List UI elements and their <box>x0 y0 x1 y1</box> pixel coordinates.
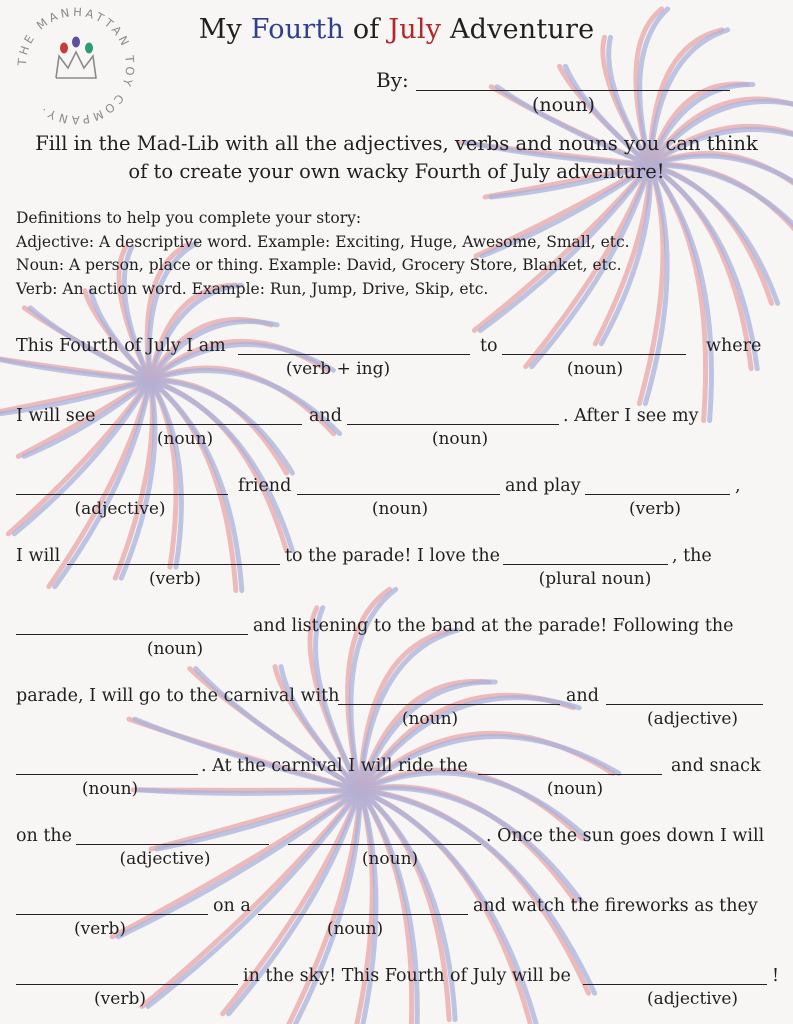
hint: (noun) <box>401 709 459 729</box>
story-text: parade, I will go to the carnival with <box>16 686 340 706</box>
hint: (plural noun) <box>538 569 652 589</box>
hint: (noun) <box>431 429 489 449</box>
story-text: on the <box>16 826 73 846</box>
blank-verb-ing[interactable] <box>238 354 470 355</box>
story-text: . At the carnival I will ride the <box>201 756 468 776</box>
byline-label: By: <box>376 68 409 92</box>
page-title: My Fourth of July Adventure <box>198 14 595 45</box>
byline-hint: (noun) <box>532 94 595 116</box>
svg-text:THE MANHATTAN TOY COMPANY·: THE MANHATTAN TOY COMPANY· <box>14 4 138 128</box>
blank-adjective[interactable] <box>583 984 767 985</box>
hint: (noun) <box>566 359 624 379</box>
story-text: , <box>735 476 741 496</box>
story-text: to the parade! I love the <box>285 546 501 566</box>
hint: (adjective) <box>74 499 166 519</box>
hint: (adjective) <box>646 709 739 729</box>
story-text: ! <box>772 966 780 986</box>
blank-adjective[interactable] <box>16 494 228 495</box>
blank-noun[interactable] <box>288 844 481 845</box>
hint: (verb) <box>74 919 126 939</box>
hint: (noun) <box>156 429 214 449</box>
hint: (noun) <box>81 779 139 799</box>
blank-noun[interactable] <box>16 774 198 775</box>
story-text: in the sky! This Fourth of July will be <box>243 966 571 986</box>
story-text: and <box>566 686 599 706</box>
hint: (noun) <box>326 919 384 939</box>
blank-adjective[interactable] <box>76 844 269 845</box>
story-text: and watch the fireworks as they <box>473 896 758 916</box>
hint: (verb + ing) <box>285 359 391 379</box>
blank-noun[interactable] <box>16 634 248 635</box>
hint: (verb) <box>629 499 681 519</box>
hint: (adjective) <box>646 989 739 1009</box>
instructions: Fill in the Mad-Lib with all the adjectives, verbs and nouns you can think of to create your own wacky Fourth of July adventure! <box>35 132 758 183</box>
blank-noun[interactable] <box>502 354 686 355</box>
definitions: Definitions to help you complete your story: Adjective: A descriptive word. Example: Exciting, Huge, Awesome, Small, etc. Noun: A person, place or thing. Example: David, Grocery Store, Blanket, etc. Verb: An action word. Example: Run, Jump, Drive, Skip, etc. <box>16 209 630 298</box>
story-text: I will see <box>16 406 96 426</box>
blank-plural-noun[interactable] <box>503 564 668 565</box>
blank-adjective[interactable] <box>606 704 763 705</box>
story-text: to <box>480 336 498 356</box>
blank-noun[interactable] <box>100 424 302 425</box>
hint: (verb) <box>94 989 146 1009</box>
story-text: and snack <box>671 756 761 776</box>
blank-noun[interactable] <box>258 914 468 915</box>
hint: (noun) <box>361 849 419 869</box>
story-text: friend <box>238 476 292 496</box>
hint: (noun) <box>546 779 604 799</box>
story-text: and play <box>505 476 581 496</box>
blank-verb[interactable] <box>16 914 208 915</box>
hint: (verb) <box>149 569 201 589</box>
byline-blank[interactable] <box>416 90 730 91</box>
hint: (noun) <box>146 639 204 659</box>
story-text: This Fourth of July I am <box>16 336 226 356</box>
blank-noun[interactable] <box>347 424 559 425</box>
blank-noun[interactable] <box>478 774 662 775</box>
blank-noun[interactable] <box>297 494 500 495</box>
story-text: and listening to the band at the parade! Following the <box>253 616 734 636</box>
blank-verb[interactable] <box>67 564 280 565</box>
hint: (noun) <box>371 499 429 519</box>
story-text: and <box>309 406 342 426</box>
story-text: . After I see my <box>563 406 699 426</box>
story-text: on a <box>213 896 251 916</box>
story-text: I will <box>16 546 61 566</box>
blank-verb[interactable] <box>585 494 730 495</box>
hint: (adjective) <box>119 849 211 869</box>
story-text: . Once the sun goes down I will <box>486 826 765 846</box>
blank-noun[interactable] <box>338 704 560 705</box>
story-text: , the <box>672 546 712 566</box>
blank-verb[interactable] <box>16 984 238 985</box>
story-text: where <box>706 336 762 356</box>
